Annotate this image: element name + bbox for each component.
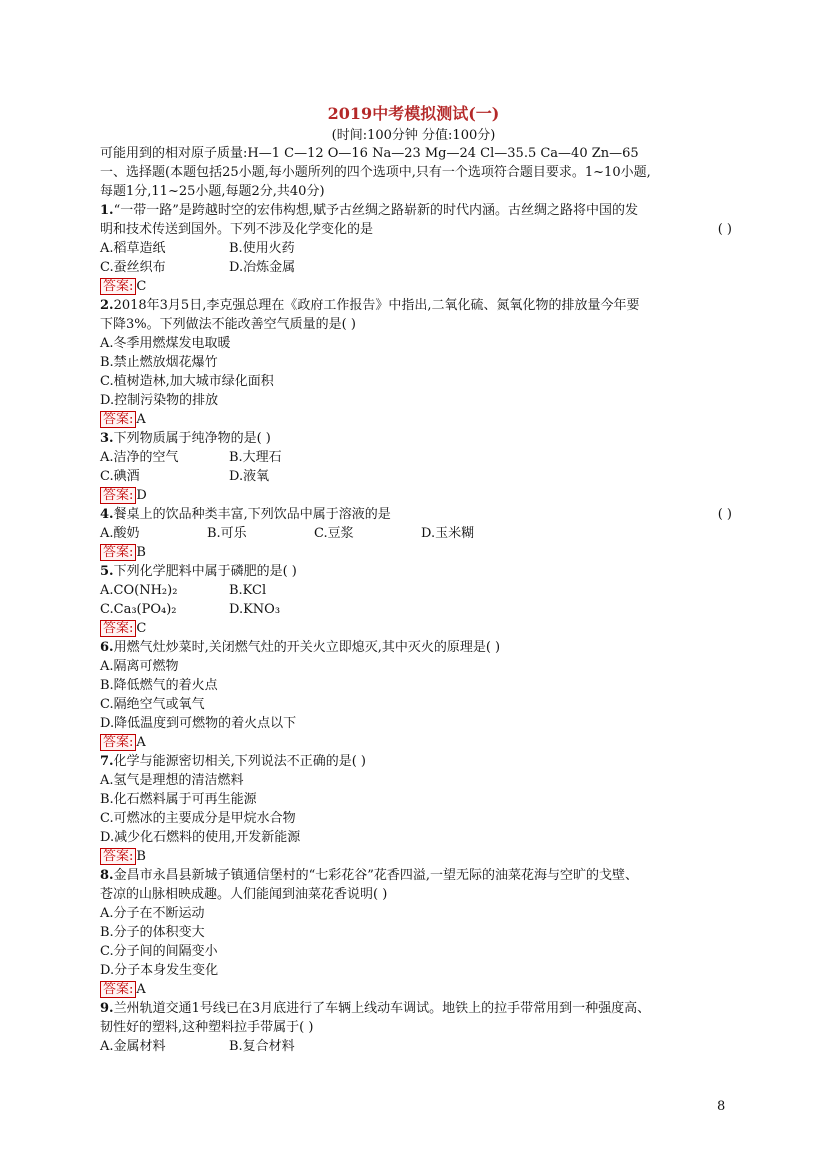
option-row <box>100 904 732 923</box>
option: D.分子本身发生变化 <box>100 963 219 978</box>
option-row <box>100 334 732 353</box>
answer-label: 答案: <box>100 411 136 428</box>
answer-label: 答案: <box>100 734 136 751</box>
option: A.隔离可燃物 <box>100 659 179 674</box>
option: D.KNO₃ <box>229 602 281 617</box>
section-heading-line2: 每题1分,11~25小题,每题2分,共40分) <box>100 184 325 199</box>
question-stem: 下降3%。下列做法不能改善空气质量的是( ) <box>100 317 356 332</box>
answer-line <box>100 410 732 429</box>
option: A.CO(NH₂)₂ <box>100 583 178 598</box>
question-stem: 韧性好的塑料,这种塑料拉手带属于( ) <box>100 1020 314 1035</box>
question-text <box>100 562 732 581</box>
question-stem: 苍凉的山脉相映成趣。人们能闻到油菜花香说明( ) <box>100 887 388 902</box>
page-number: 8 <box>717 1099 726 1114</box>
answer-line <box>100 486 732 505</box>
answer-line <box>100 847 732 866</box>
question-text-content <box>100 640 500 655</box>
option: B.KCl <box>229 583 267 598</box>
option-row <box>100 790 732 809</box>
option-row <box>100 372 732 391</box>
question-text <box>100 315 732 334</box>
question-item <box>100 752 732 866</box>
option: D.液氧 <box>229 469 270 484</box>
question-number: 4. <box>100 507 114 522</box>
option: B.可乐 <box>207 526 247 541</box>
option: A.金属材料 <box>100 1039 166 1054</box>
option-row <box>100 467 732 486</box>
answer-line <box>100 543 732 562</box>
option-row <box>100 657 732 676</box>
question-item <box>100 296 732 429</box>
question-text <box>100 999 732 1018</box>
page-title: 2019中考模拟测试(一) <box>327 104 500 123</box>
option-row <box>100 809 732 828</box>
option-row <box>100 239 732 258</box>
question-stem: 明和技术传送到国外。下列不涉及化学变化的是 <box>100 222 374 237</box>
question-text-content <box>100 203 638 218</box>
question-text-content <box>100 564 297 579</box>
option: D.控制污染物的排放 <box>100 393 219 408</box>
answer-value: B <box>136 545 146 560</box>
question-stem: 餐桌上的饮品种类丰富,下列饮品中属于溶液的是 <box>113 507 391 522</box>
question-text-content <box>100 220 373 239</box>
option: C.可燃冰的主要成分是甲烷水合物 <box>100 811 296 826</box>
question-text-content <box>100 1020 313 1035</box>
question-text-content <box>100 431 271 446</box>
answer-line <box>100 980 732 999</box>
question-stem: 金昌市永昌县新城子镇通信堡村的“七彩花谷”花香四溢,一望无际的油菜花海与空旷的戈壁、 <box>113 868 639 883</box>
option: C.分子间的间隔变小 <box>100 944 218 959</box>
question-list <box>100 201 732 1056</box>
option: C.植树造林,加大城市绿化面积 <box>100 374 274 389</box>
answer-label: 答案: <box>100 620 136 637</box>
question-item <box>100 429 732 505</box>
option: A.氢气是理想的清洁燃料 <box>100 773 244 788</box>
question-text <box>100 885 732 904</box>
option: A.酸奶 <box>100 526 140 541</box>
question-text <box>100 752 732 771</box>
option-row <box>100 942 732 961</box>
question-text <box>100 296 732 315</box>
option: B.禁止燃放烟花爆竹 <box>100 355 218 370</box>
option-row <box>100 448 732 467</box>
option: C.碘酒 <box>100 469 140 484</box>
option-row <box>100 771 732 790</box>
option: C.Ca₃(PO₄)₂ <box>100 602 177 617</box>
question-text <box>100 866 732 885</box>
option: B.复合材料 <box>229 1039 295 1054</box>
option: A.洁净的空气 <box>100 450 179 465</box>
option: A.冬季用燃煤发电取暖 <box>100 336 231 351</box>
answer-line <box>100 277 732 296</box>
question-number: 3. <box>100 431 114 446</box>
question-text-content <box>100 754 366 769</box>
option-row <box>100 353 732 372</box>
option-row <box>100 828 732 847</box>
question-stem: 下列化学肥料中属于磷肥的是( ) <box>113 564 297 579</box>
option: C.隔绝空气或氧气 <box>100 697 205 712</box>
answer-label: 答案: <box>100 487 136 504</box>
option-row <box>100 695 732 714</box>
atomic-masses: 可能用到的相对原子质量:H—1 C—12 O—16 Na—23 Mg—24 Cl—35.5 Ca—40 Zn—65 <box>100 146 639 161</box>
question-text <box>100 201 732 220</box>
question-stem: 兰州轨道交通1号线已在3月底进行了车辆上线动车调试。地铁上的拉手带常用到一种强度高、 <box>113 1001 651 1016</box>
answer-blank: ( ) <box>717 507 732 522</box>
answer-value: A <box>136 735 146 750</box>
question-stem: 2018年3月5日,李克强总理在《政府工作报告》中指出,二氧化硫、氮氧化物的排放量今年要 <box>113 298 640 313</box>
question-item <box>100 866 732 999</box>
question-number: 8. <box>100 868 114 883</box>
question-text <box>100 505 732 524</box>
option: D.降低温度到可燃物的着火点以下 <box>100 716 297 731</box>
option-row <box>100 923 732 942</box>
option: B.大理石 <box>229 450 282 465</box>
question-text <box>100 638 732 657</box>
answer-value: C <box>136 279 147 294</box>
option-row <box>100 714 732 733</box>
option-row <box>100 258 732 277</box>
option: D.玉米糊 <box>421 526 475 541</box>
option-row <box>100 676 732 695</box>
question-text-content <box>100 505 391 524</box>
option: B.化石燃料属于可再生能源 <box>100 792 257 807</box>
option-row <box>100 391 732 410</box>
question-text-content <box>100 298 639 313</box>
question-stem: 用燃气灶炒菜时,关闭燃气灶的开关火立即熄灭,其中灭火的原理是( ) <box>113 640 501 655</box>
question-text-content <box>100 868 638 883</box>
option-row <box>100 524 732 543</box>
answer-label: 答案: <box>100 544 136 561</box>
question-stem: “一带一路”是跨越时空的宏伟构想,赋予古丝绸之路崭新的时代内涵。古丝绸之路将中国的发 <box>113 203 639 218</box>
question-item <box>100 638 732 752</box>
question-item <box>100 562 732 638</box>
option-row <box>100 600 732 619</box>
question-number: 7. <box>100 754 114 769</box>
option-row <box>100 1037 732 1056</box>
answer-label: 答案: <box>100 278 136 295</box>
answer-value: C <box>136 621 147 636</box>
option: C.蚕丝织布 <box>100 260 166 275</box>
question-stem: 下列物质属于纯净物的是( ) <box>113 431 271 446</box>
answer-blank: ( ) <box>717 222 732 237</box>
question-text <box>100 220 732 239</box>
question-text-content <box>100 317 356 332</box>
question-number: 2. <box>100 298 114 313</box>
exam-info: (时间:100分钟 分值:100分) <box>331 128 496 143</box>
question-item <box>100 201 732 296</box>
option: D.冶炼金属 <box>229 260 296 275</box>
option: A.分子在不断运动 <box>100 906 205 921</box>
answer-line <box>100 619 732 638</box>
question-text <box>100 429 732 448</box>
question-stem: 化学与能源密切相关,下列说法不正确的是( ) <box>113 754 366 769</box>
answer-value: D <box>136 488 147 503</box>
question-number: 1. <box>100 203 114 218</box>
question-item <box>100 999 732 1056</box>
exam-content <box>100 144 732 1056</box>
option: B.分子的体积变大 <box>100 925 205 940</box>
question-text-content <box>100 887 387 902</box>
option-row <box>100 581 732 600</box>
answer-label: 答案: <box>100 981 136 998</box>
answer-value: A <box>136 412 146 427</box>
answer-value: B <box>136 849 146 864</box>
answer-value: A <box>136 982 146 997</box>
answer-label: 答案: <box>100 848 136 865</box>
question-number: 5. <box>100 564 114 579</box>
answer-line <box>100 733 732 752</box>
question-number: 9. <box>100 1001 114 1016</box>
question-number: 6. <box>100 640 114 655</box>
option: D.减少化石燃料的使用,开发新能源 <box>100 830 301 845</box>
section-heading-line1: 一、选择题(本题包括25小题,每小题所列的四个选项中,只有一个选项符合题目要求。1~10小题, <box>100 165 651 180</box>
option: B.降低燃气的着火点 <box>100 678 218 693</box>
option: C.豆浆 <box>314 526 354 541</box>
question-text-content <box>100 1001 650 1016</box>
question-text <box>100 1018 732 1037</box>
option: B.使用火药 <box>229 241 295 256</box>
option-row <box>100 961 732 980</box>
option: A.稻草造纸 <box>100 241 166 256</box>
question-item <box>100 505 732 562</box>
